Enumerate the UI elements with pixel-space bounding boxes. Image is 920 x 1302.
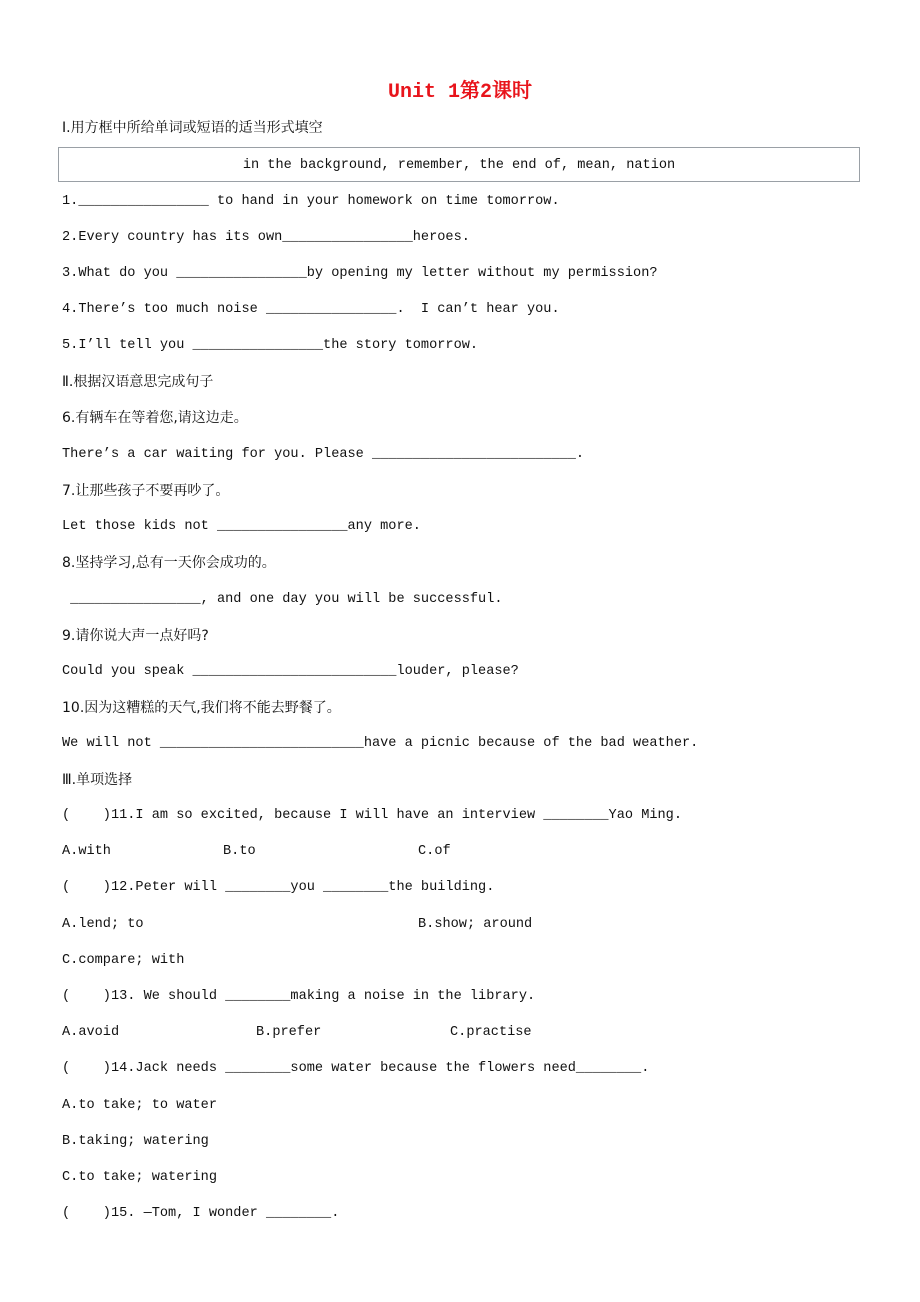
question-15: ( )15. —Tom, I wonder ________. — [62, 1206, 340, 1221]
question-11: ( )11.I am so excited, because I will have an interview ________Yao Ming. — [62, 808, 682, 823]
question-7-en: Let those kids not ________________any more. — [62, 519, 421, 534]
question-8-en: ________________, and one day you will be successful. — [62, 592, 503, 607]
option-11c: C.of — [418, 844, 451, 859]
option-13a: A.avoid — [62, 1025, 120, 1040]
question-9-en: Could you speak _________________________louder, please? — [62, 664, 519, 679]
section-1-heading: Ⅰ.用方框中所给单词或短语的适当形式填空 — [62, 120, 323, 136]
question-1: 1.________________ to hand in your homework on time tomorrow. — [62, 194, 560, 209]
question-8-cn: 8.坚持学习,总有一天你会成功的。 — [62, 555, 276, 571]
option-11a: A.with — [62, 844, 111, 859]
option-13c: C.practise — [450, 1025, 532, 1040]
question-5: 5.I’ll tell you ________________the story tomorrow. — [62, 338, 479, 353]
question-6-cn: 6.有辆车在等着您,请这边走。 — [62, 410, 248, 426]
question-10-en: We will not _________________________have a picnic because of the bad weather. — [62, 736, 699, 751]
word-box: in the background, remember, the end of, mean, nation — [58, 147, 860, 182]
question-4: 4.There’s too much noise ________________. I can’t hear you. — [62, 302, 560, 317]
option-12a: A.lend; to — [62, 917, 144, 932]
question-14: ( )14.Jack needs ________some water because the flowers need________. — [62, 1061, 650, 1076]
question-3: 3.What do you ________________by opening my letter without my permission? — [62, 266, 658, 281]
question-7-cn: 7.让那些孩子不要再吵了。 — [62, 483, 230, 499]
question-13: ( )13. We should ________making a noise in the library. — [62, 989, 536, 1004]
question-6-en: There’s a car waiting for you. Please _________________________. — [62, 447, 585, 462]
option-14b: B.taking; watering — [62, 1134, 209, 1149]
question-9-cn: 9.请你说大声一点好吗? — [62, 628, 209, 644]
question-12: ( )12.Peter will ________you ________the building. — [62, 880, 495, 895]
option-12c: C.compare; with — [62, 953, 185, 968]
question-10-cn: 10.因为这糟糕的天气,我们将不能去野餐了。 — [62, 700, 341, 716]
option-14c: C.to take; watering — [62, 1170, 217, 1185]
question-2: 2.Every country has its own________________heroes. — [62, 230, 470, 245]
page-title: Unit 1第2课时 — [387, 81, 532, 104]
option-12b: B.show; around — [418, 917, 533, 932]
section-2-heading: Ⅱ.根据汉语意思完成句子 — [62, 374, 214, 390]
section-3-heading: Ⅲ.单项选择 — [62, 772, 133, 788]
option-13b: B.prefer — [256, 1025, 322, 1040]
option-11b: B.to — [223, 844, 256, 859]
option-14a: A.to take; to water — [62, 1098, 217, 1113]
